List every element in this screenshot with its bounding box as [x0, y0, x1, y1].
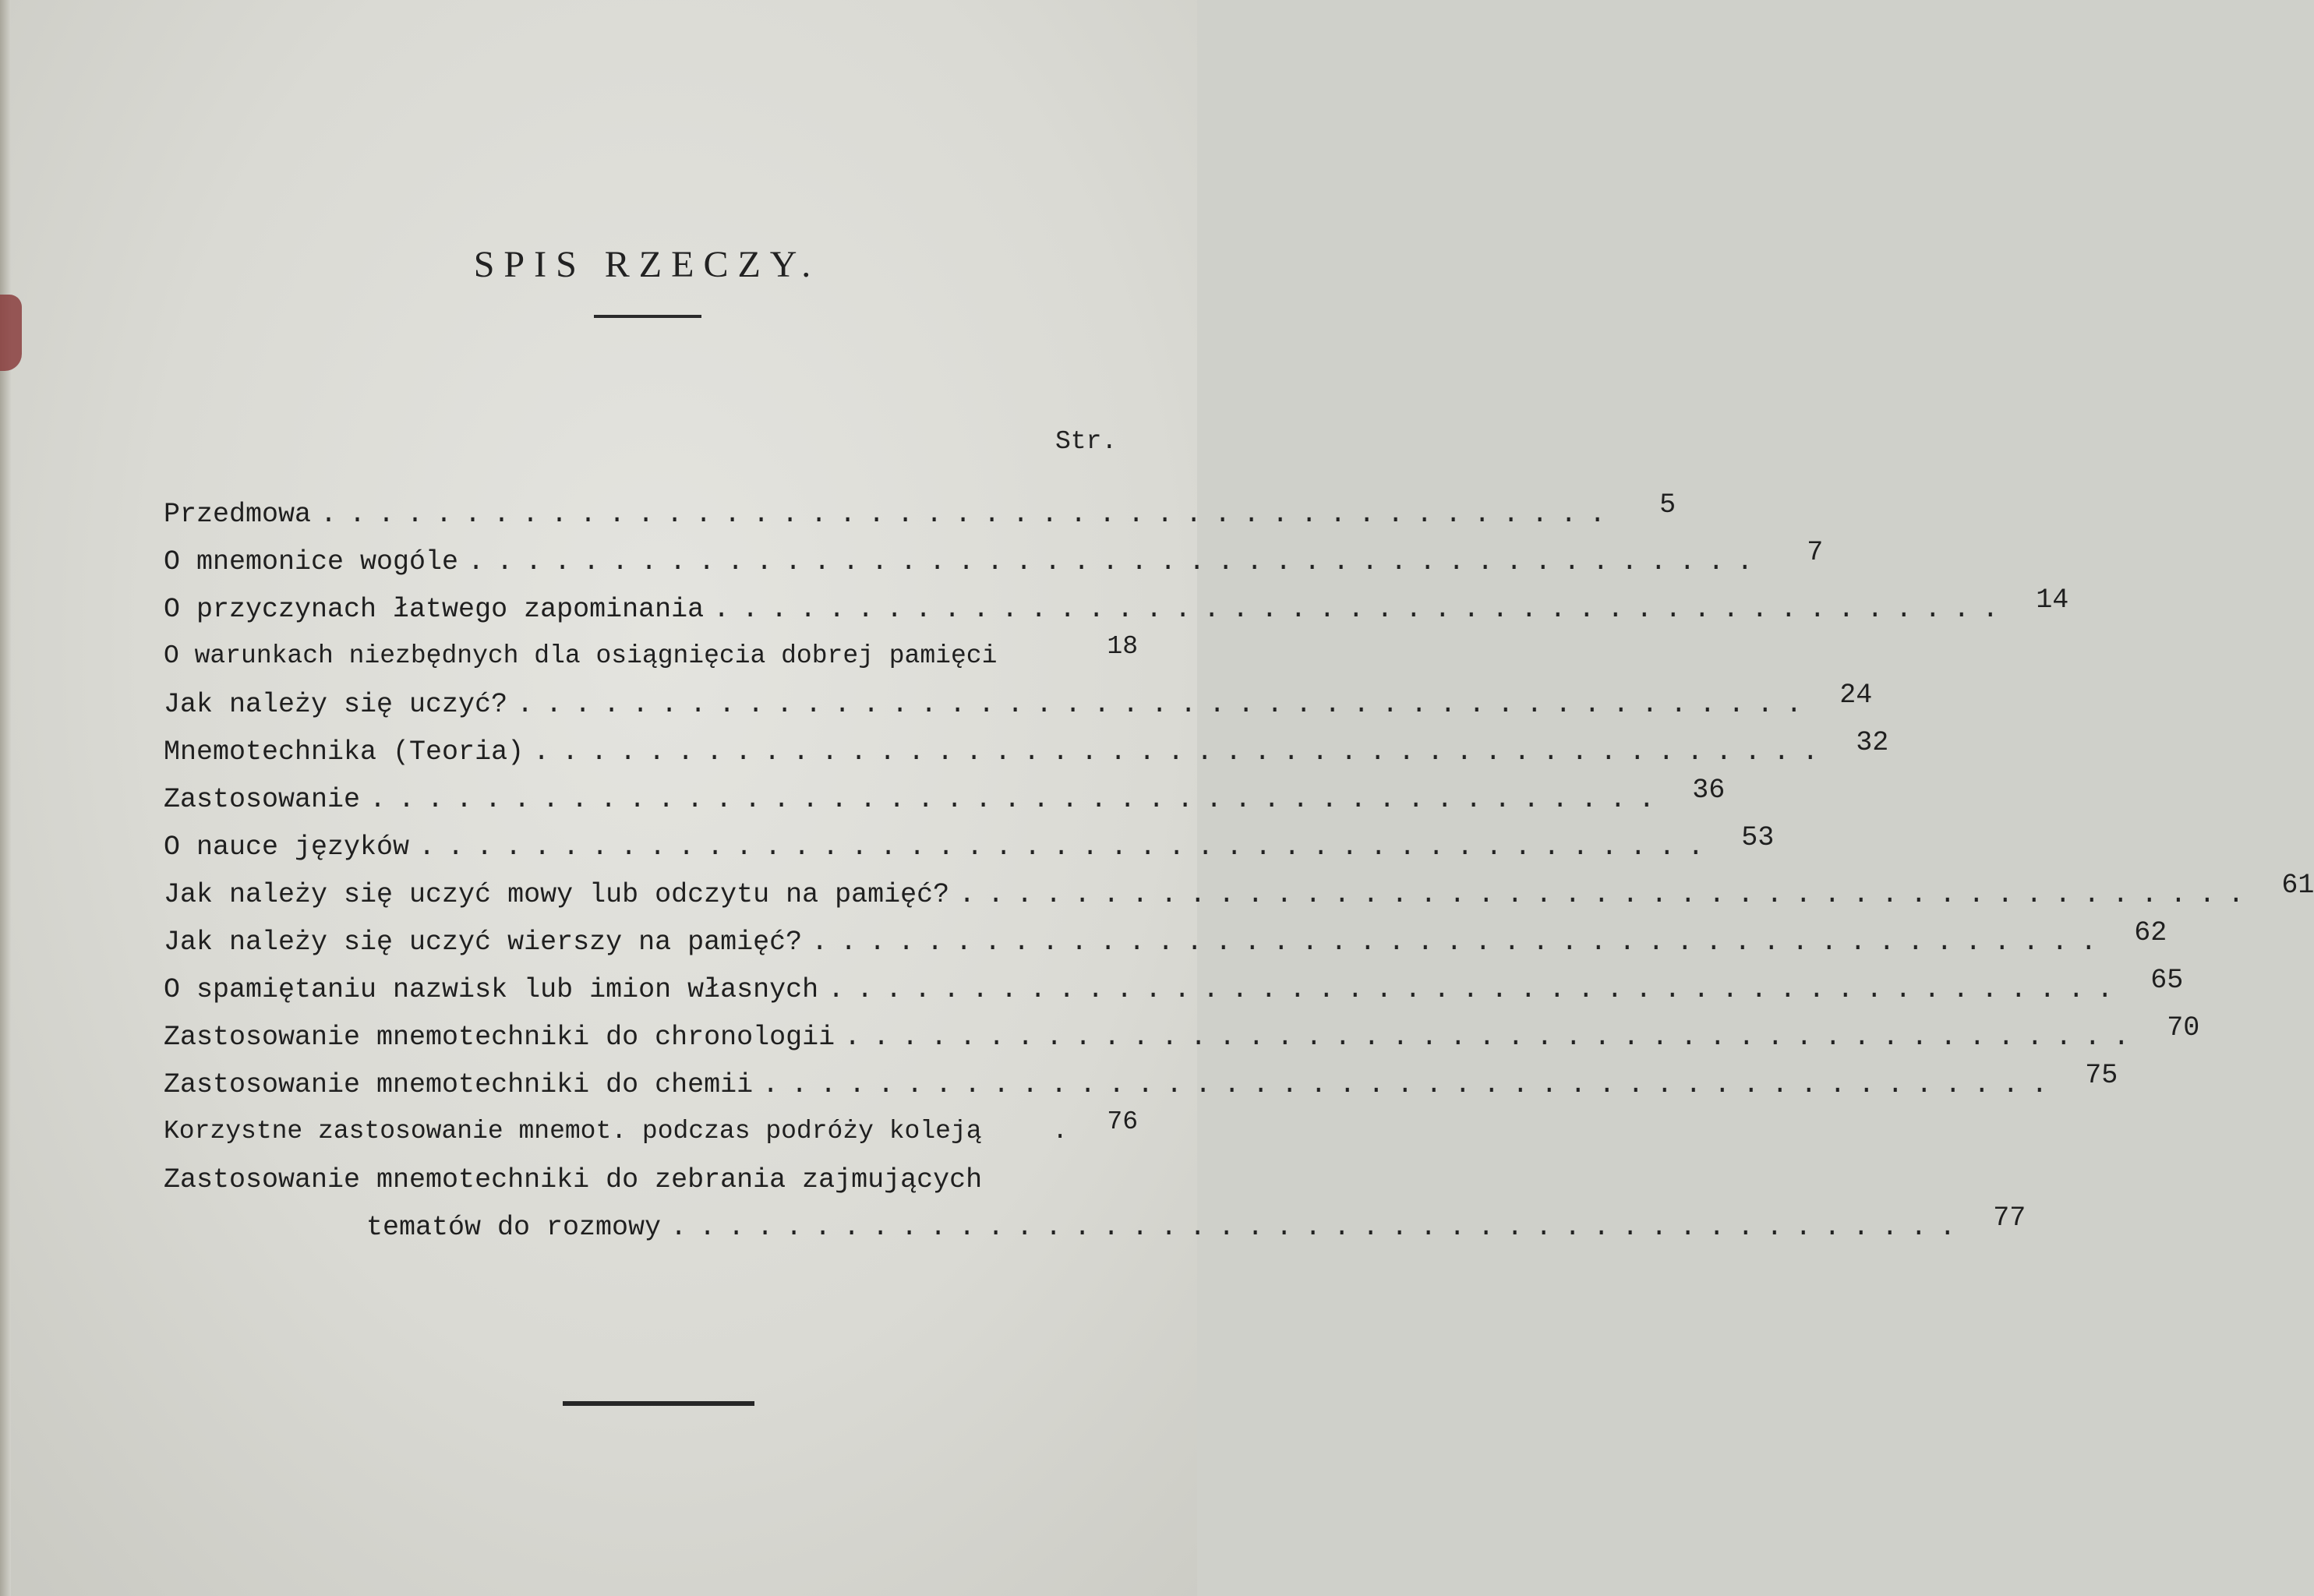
toc-entry-page: 70 — [2167, 1012, 2200, 1043]
toc-entry-title: Jak należy się uczyć mowy lub odczytu na pamięć? — [164, 879, 950, 910]
toc-entry-title: Zastosowanie mnemotechniki do zebrania zajmujących — [164, 1164, 983, 1195]
page-column-label: Str. — [1055, 427, 1118, 456]
leader-dots: ............................................. — [713, 594, 2012, 625]
toc-entry-page: 14 — [2036, 584, 2069, 616]
toc-entry-page: 53 — [1741, 822, 1775, 853]
toc-entry — [164, 632, 1138, 679]
toc-entry-title: O mnemonice wogóle — [164, 546, 459, 577]
leader-dots: ............................................. — [419, 832, 1717, 863]
red-stain-mark — [0, 295, 22, 371]
toc-entry-title: O nauce języków — [164, 832, 410, 863]
leader-dots: . — [1052, 1117, 1080, 1146]
leader-dots: ............................................. — [844, 1022, 2143, 1053]
toc-entry-title: O warunkach niezbędnych dla osiągnięcia dobrej pamięci — [164, 641, 998, 670]
leader-dots: ............................................. — [517, 689, 1815, 720]
toc-entry-page: 32 — [1856, 727, 1889, 758]
closing-rule — [563, 1401, 754, 1406]
page-edge-shadow — [0, 0, 11, 1596]
toc-entry-title: O spamiętaniu nazwisk lub imion własnych — [164, 974, 819, 1005]
toc-entry-title: Korzystne zastosowanie mnemot. podczas podróży koleją — [164, 1117, 982, 1146]
toc-entry — [164, 1060, 2118, 1107]
leader-dots: ............................................. — [369, 784, 1668, 815]
toc-entry-page: 18 — [1107, 632, 1138, 661]
toc-entry-page: 61 — [2281, 870, 2314, 901]
toc-entry-title: Zastosowanie — [164, 784, 361, 815]
leader-dots: ............................................. — [828, 974, 2126, 1005]
toc-entry-page: 5 — [1659, 489, 1676, 521]
toc-entry — [366, 1202, 2026, 1249]
toc-entry — [164, 1012, 2200, 1059]
toc-entry-title: Jak należy się uczyć wierszy na pamięć? — [164, 927, 803, 958]
toc-entry — [164, 680, 1873, 726]
toc-entry — [164, 537, 1824, 584]
toc-entry — [164, 965, 2184, 1012]
toc-entry-page: 65 — [2150, 965, 2184, 996]
toc-entry — [164, 1107, 1138, 1154]
toc-entry — [164, 822, 1775, 869]
leader-dots: ............................................. — [670, 1212, 1969, 1243]
page-title: SPIS RZECZY. — [473, 244, 821, 285]
leader-dots: ............................................. — [762, 1069, 2061, 1100]
toc-entry-title: Jak należy się uczyć? — [164, 689, 508, 720]
toc-entry — [164, 917, 2167, 964]
toc-entry-page: 62 — [2134, 917, 2167, 948]
title-underline — [594, 315, 701, 318]
leader-dots: ............................................. — [533, 736, 1832, 768]
toc-entry-title: Mnemotechnika (Teoria) — [164, 736, 525, 768]
toc-entry — [164, 775, 1726, 821]
leader-dots: ............................................. — [320, 499, 1619, 530]
toc-entry-page: 24 — [1839, 680, 1873, 711]
toc-entry-page: 7 — [1807, 537, 1824, 568]
toc-entry-title: O przyczynach łatwego zapominania — [164, 594, 705, 625]
toc-entry — [164, 489, 1676, 536]
toc-entry-page: 75 — [2085, 1060, 2118, 1091]
toc-entry-page: 76 — [1107, 1107, 1138, 1136]
toc-entry-page: 77 — [1993, 1202, 2026, 1234]
toc-entry — [164, 870, 2314, 916]
toc-entry-continuation: tematów do rozmowy — [366, 1212, 662, 1243]
toc-entry — [164, 727, 1889, 774]
leader-dots: ............................................. — [468, 546, 1766, 577]
toc-entry-title: Przedmowa — [164, 499, 312, 530]
toc-entry-page: 36 — [1692, 775, 1726, 806]
leader-dots: ............................................. — [811, 927, 2110, 958]
toc-entry — [164, 584, 2069, 631]
leader-dots: ............................................. — [959, 879, 2257, 910]
toc-entry-title: Zastosowanie mnemotechniki do chronologii — [164, 1022, 836, 1053]
toc-entry-title: Zastosowanie mnemotechniki do chemii — [164, 1069, 754, 1100]
